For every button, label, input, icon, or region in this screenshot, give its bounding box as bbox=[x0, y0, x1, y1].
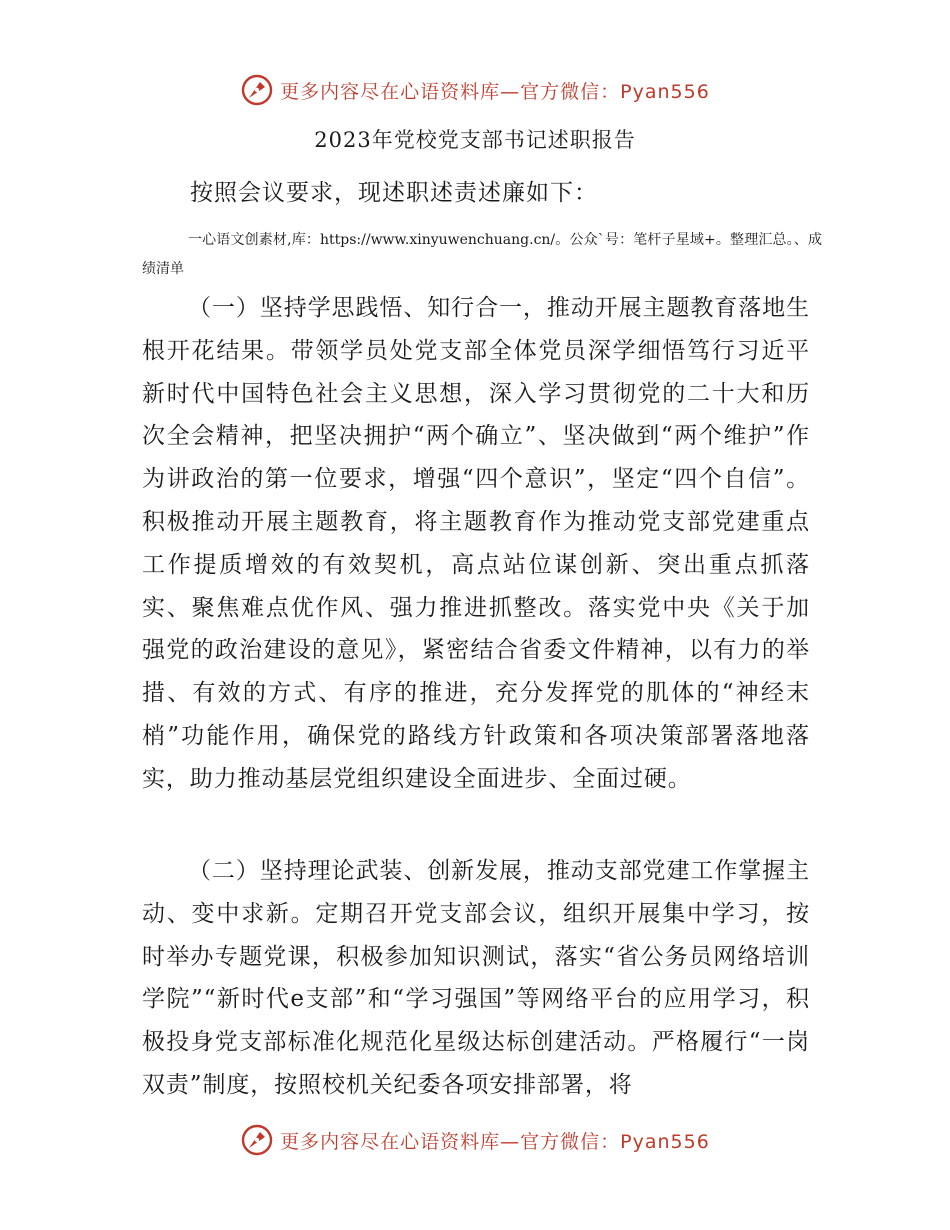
footer-banner-text: 更多内容尽在心语资料库—官方微信：Pyan556 bbox=[280, 1130, 710, 1153]
footer-banner bbox=[0, 1120, 950, 1160]
header-banner bbox=[0, 70, 950, 110]
pen-nib-logo-icon bbox=[240, 1123, 274, 1157]
document-intro: 按照会议要求，现述职述责述廉如下： bbox=[190, 180, 598, 206]
paragraph-one: （一）坚持学思践悟、知行合一，推动开展主题教育落地生根开花结果。带领学员处党支部全体党员深学细悟笃行习近平新时代中国特色社会主义思想，深入学习贯彻党的二十大和历次全会精神，把坚决拥护“两个确立”、坚决做到“两个维护”作为讲政治的第一位要求，增强“四个意识”，坚定“四个自信”。积极推动开展主题教育，将主题教育作为推动党支部党建重点工作提质增效的有效契机，高点站位谋创新、突出重点抓落实、聚焦难点优作风、强力推进抓整改。落实党中央《关于加强党的政治建设的意见》，紧密结合省委文件精神，以有力的举措、有效的方式、有序的推进，充分发挥党的肌体的“神经末梢”功能作用，确保党的路线方针政策和各项决策部署落地落实，助力推动基层党组织建设全面进步、全面过硬。 bbox=[142, 295, 810, 792]
paragraph-two: （二）坚持理论武装、创新发展，推动支部党建工作掌握主动、变中求新。定期召开党支部会议，组织开展集中学习，按时举办专题党课，积极参加知识测试，落实“省公务员网络培训学院”“新时代e支部”和“学习强国”等网络平台的应用学习，积极投身党支部标准化规范化星级达标创建活动。严格履行“一岗双责”制度，按照校机关纪委各项安排部署，将 bbox=[142, 858, 810, 1098]
header-banner-text: 更多内容尽在心语资料库—官方微信：Pyan556 bbox=[280, 80, 710, 103]
document-title: 2023年党校党支部书记述职报告 bbox=[314, 128, 636, 152]
pen-nib-logo-icon bbox=[240, 73, 274, 107]
source-note: 一心语文创素材,库：https://www.xinyuwenchuang.cn/。公众`号：笔杆子星域+。整理汇总。、成绩清单 bbox=[142, 232, 822, 277]
